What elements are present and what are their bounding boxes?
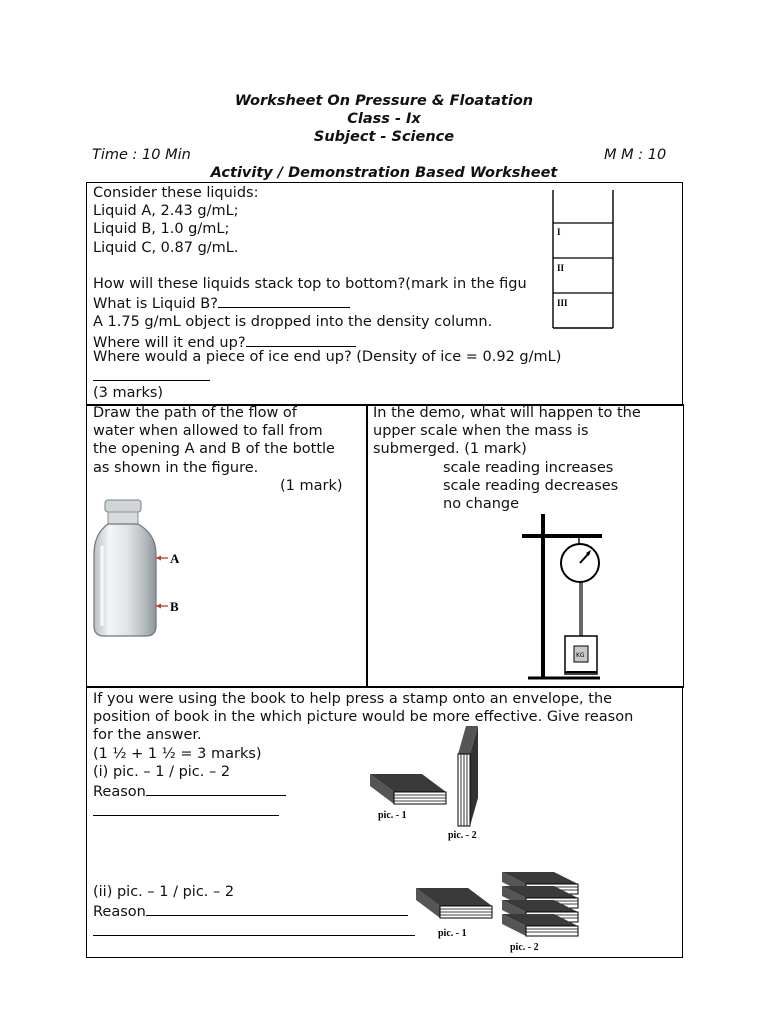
pic-1-caption: pic. - 1 bbox=[378, 810, 407, 821]
q4-reason-1: Reason bbox=[93, 781, 633, 801]
q1-line: How will these liquids stack top to bottom?(mark in the figu bbox=[93, 276, 527, 292]
max-marks-label: M M : 10 bbox=[604, 147, 667, 163]
q2-line: as shown in the figure. bbox=[93, 459, 259, 476]
q1-line: Liquid B, 1.0 g/mL; bbox=[93, 221, 230, 238]
answer-blank[interactable] bbox=[93, 801, 633, 821]
q3-options bbox=[443, 459, 618, 514]
q3-line: In the demo, what will happen to the bbox=[373, 405, 641, 421]
q2-line: Draw the path of the flow of bbox=[93, 405, 297, 421]
activity-title: Activity / Demonstration Based Worksheet bbox=[210, 165, 558, 181]
question-3-text bbox=[373, 404, 641, 459]
weight-label: KG bbox=[576, 652, 585, 659]
q1-liquid-b-question: What is Liquid B? bbox=[93, 296, 218, 313]
question-2-text bbox=[93, 404, 335, 477]
answer-blank[interactable] bbox=[93, 921, 415, 941]
answer-blank[interactable] bbox=[246, 332, 356, 347]
option-decreases[interactable]: scale reading decreases bbox=[443, 478, 619, 495]
q1-end-up-question: Where will it end up? bbox=[93, 334, 246, 351]
q4-line: If you were using the book to help press a stamp onto an envelope, the bbox=[93, 691, 613, 707]
class-line: Class - Ix bbox=[347, 111, 421, 127]
column-label-iii: III bbox=[557, 298, 568, 308]
books-figure-part-2 bbox=[412, 868, 587, 956]
q1-marks: (3 marks) bbox=[93, 385, 164, 401]
q1-line bbox=[93, 257, 548, 275]
q4-line: (i) pic. – 1 / pic. – 2 bbox=[93, 763, 231, 780]
q2-marks: (1 mark) bbox=[280, 478, 343, 494]
q3-line: submerged. (1 mark) bbox=[373, 441, 527, 458]
q2-line: the opening A and B of the bottle bbox=[93, 441, 335, 458]
pic-2-caption: pic. - 2 bbox=[448, 830, 477, 841]
answer-blank[interactable] bbox=[218, 293, 350, 308]
q4-line: for the answer. bbox=[93, 727, 202, 744]
q4-part2-line: (ii) pic. – 1 / pic. – 2 bbox=[93, 884, 235, 900]
opening-a-label: A bbox=[170, 551, 180, 566]
q1-line: Consider these liquids: bbox=[93, 185, 259, 201]
question-4-part-2 bbox=[93, 883, 415, 942]
option-increases[interactable]: scale reading increases bbox=[443, 460, 614, 476]
q1-line bbox=[93, 293, 548, 313]
opening-b-label: B bbox=[170, 599, 179, 614]
q1-ice-question: Where would a piece of ice end up? (Density of ice = 0.92 g/mL) bbox=[93, 349, 562, 365]
option-no-change[interactable]: no change bbox=[443, 496, 520, 513]
glass-bottle-illustration bbox=[88, 496, 198, 641]
time-label: Time : 10 Min bbox=[92, 147, 191, 163]
question-4-text bbox=[93, 690, 633, 821]
q4-line: position of book in the which picture would be more effective. Give reason bbox=[93, 709, 634, 726]
worksheet-title: Worksheet On Pressure & Floatation bbox=[234, 93, 534, 109]
q4-line: (1 ½ + 1 ½ = 3 marks) bbox=[93, 745, 262, 762]
q1-line: Liquid C, 0.87 g/mL. bbox=[93, 239, 239, 256]
subject-line: Subject - Science bbox=[313, 129, 455, 145]
q3-line: upper scale when the mass is bbox=[373, 423, 589, 440]
column-label-ii: II bbox=[557, 263, 565, 273]
q2-line: water when allowed to fall from bbox=[93, 423, 323, 440]
density-column-figure bbox=[550, 190, 620, 330]
answer-blank[interactable] bbox=[146, 901, 408, 916]
pic-1b-caption: pic. - 1 bbox=[438, 928, 467, 939]
q1-line: A 1.75 g/mL object is dropped into the density column. bbox=[93, 314, 493, 331]
question-1-text bbox=[93, 184, 548, 352]
books-figure-part-1 bbox=[366, 722, 496, 842]
spring-scale-apparatus bbox=[516, 512, 636, 682]
q4-reason-2: Reason bbox=[93, 901, 415, 921]
q1-line: Liquid A, 2.43 g/mL; bbox=[93, 203, 239, 220]
column-label-i: I bbox=[557, 227, 561, 237]
pic-2b-caption: pic. - 2 bbox=[510, 942, 539, 953]
answer-blank[interactable] bbox=[146, 781, 286, 796]
